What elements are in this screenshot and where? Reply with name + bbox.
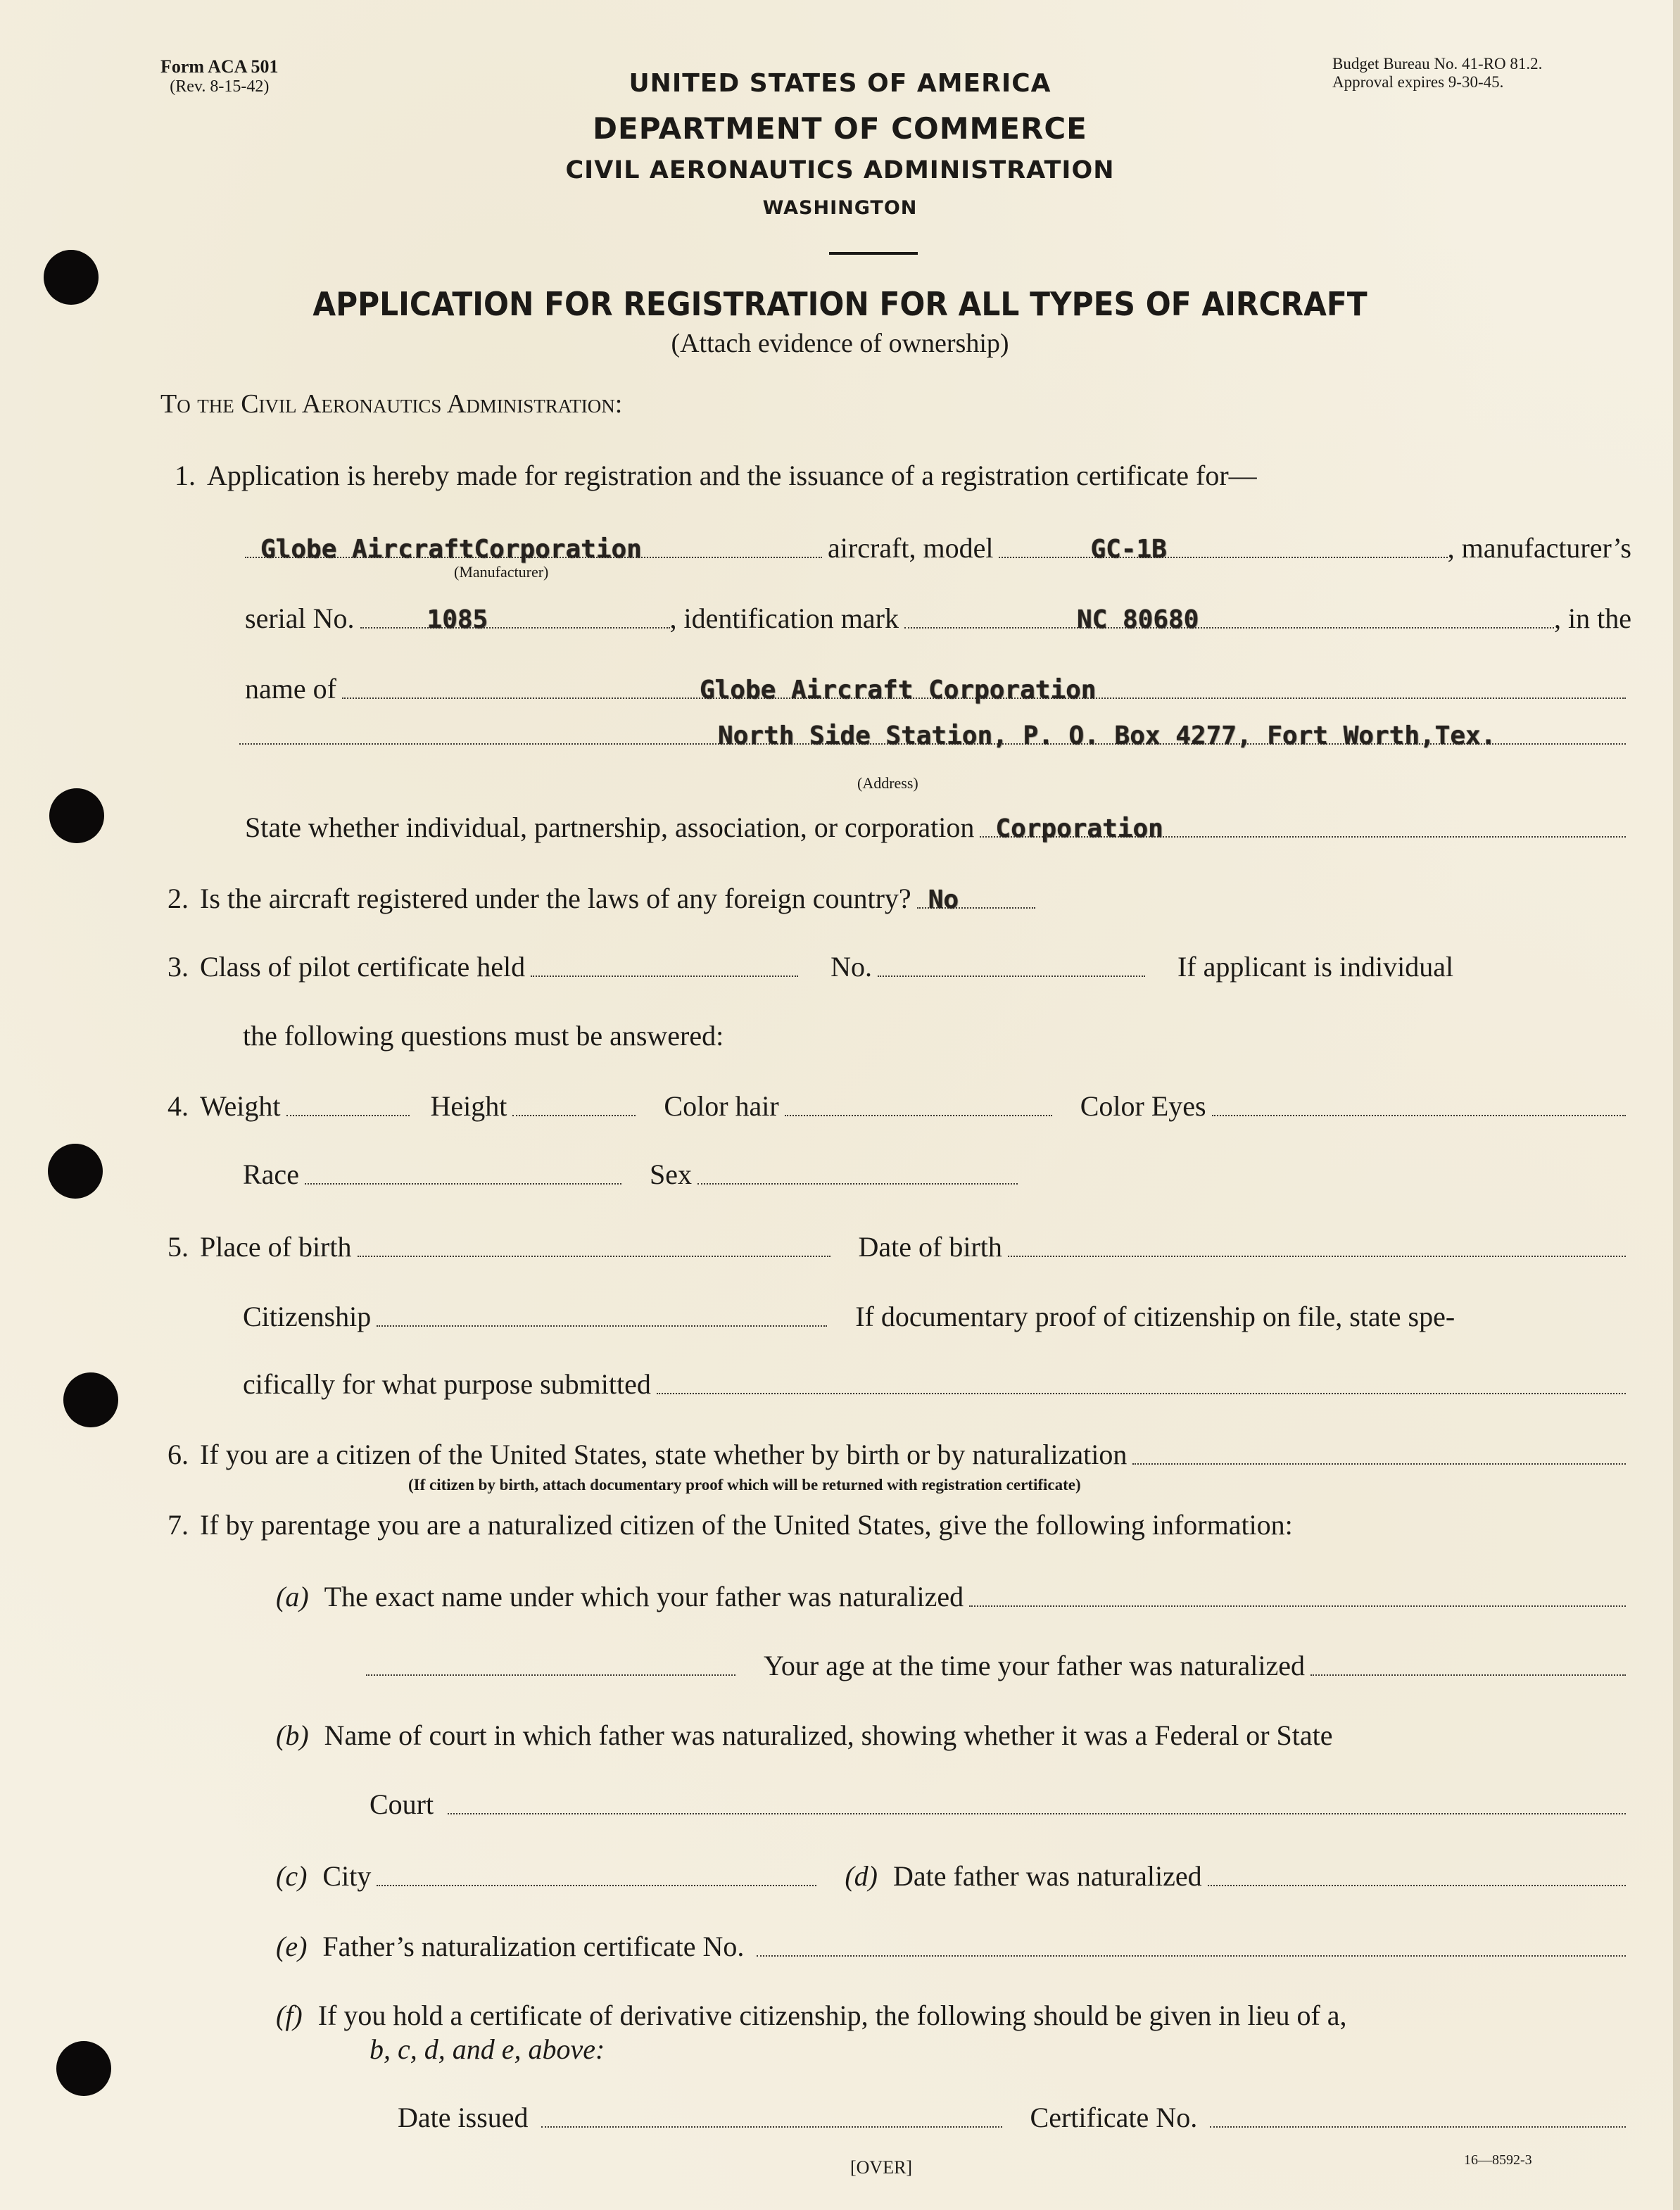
agency-line-2: DEPARTMENT OF COMMERCE xyxy=(593,111,1087,146)
owner-name-field[interactable] xyxy=(342,676,1626,705)
model-value: GC-1B xyxy=(1090,535,1167,564)
owner-address-field[interactable] xyxy=(239,721,1626,750)
citizenship-label: Citizenship xyxy=(243,1301,372,1332)
q4-row xyxy=(168,1090,1631,1123)
ident-mark-value: NC 80680 xyxy=(1076,605,1199,634)
agency-line-1: UNITED STATES OF AMERICA xyxy=(629,69,1051,98)
q7b-letter: (b) xyxy=(276,1719,309,1751)
q6-row xyxy=(168,1438,1631,1472)
q5-row2 xyxy=(243,1300,1631,1334)
father-name-field[interactable] xyxy=(969,1605,1626,1607)
father-cert-no-label: Father’s naturalization certificate No. xyxy=(322,1931,745,1962)
q7f-row3 xyxy=(398,2101,1631,2135)
q7f-row xyxy=(276,1999,1347,2033)
court-field[interactable] xyxy=(448,1812,1626,1814)
court-label: Court xyxy=(370,1788,434,1820)
q7f-row2 xyxy=(370,2033,605,2066)
city-label: City xyxy=(322,1860,372,1892)
q2-text: Is the aircraft registered under the laws of any foreign country? xyxy=(200,883,911,914)
cert-no-field[interactable] xyxy=(1210,2126,1626,2128)
model-field[interactable] xyxy=(999,535,1447,564)
form-revision: (Rev. 8-15-42) xyxy=(170,77,270,96)
serial-field[interactable] xyxy=(360,605,670,634)
q7a-row2 xyxy=(366,1649,1631,1683)
weight-label: Weight xyxy=(200,1090,281,1122)
q7f-label: If you hold a certificate of derivative citizenship, the following should be given in lieu of a, xyxy=(317,2000,1347,2031)
birth-place-label: Place of birth xyxy=(200,1231,352,1263)
budget-bureau-number: Budget Bureau No. 41-RO 81.2. xyxy=(1332,55,1543,72)
citizenship-field[interactable] xyxy=(377,1325,827,1327)
q5-number: 5. xyxy=(168,1231,189,1263)
sex-label: Sex xyxy=(649,1158,692,1190)
city-field[interactable] xyxy=(377,1884,816,1886)
name-of-label: name of xyxy=(245,673,336,705)
q6-number: 6. xyxy=(168,1439,189,1470)
father-cert-no-field[interactable] xyxy=(757,1955,1626,1957)
q1-row-address xyxy=(239,721,1631,752)
purpose-label: cifically for what purpose submitted xyxy=(243,1368,651,1400)
punch-hole-4 xyxy=(63,1372,118,1427)
q7b-label: Name of court in which father was naturalized, showing whether it was a Federal or State xyxy=(324,1719,1333,1751)
q7f-letter: (f) xyxy=(276,2000,303,2031)
q7a-row xyxy=(276,1580,1631,1614)
page-title: APPLICATION FOR REGISTRATION FOR ALL TYPES OF AIRCRAFT xyxy=(312,285,1368,323)
q7b-row2 xyxy=(370,1788,1631,1821)
q7-text: If by parentage you are a naturalized citizen of the United States, give the following information: xyxy=(200,1509,1293,1541)
serial-label: serial No. xyxy=(245,602,355,634)
sex-field[interactable] xyxy=(697,1182,1018,1185)
owner-address-value: North Side Station, P. O. Box 4277, Fort Worth,Tex. xyxy=(718,721,1496,750)
manufacturer-field[interactable] xyxy=(245,535,822,564)
age-at-naturalization-label: Your age at the time your father was naturalized xyxy=(764,1650,1306,1681)
naturalization-date-field[interactable] xyxy=(1208,1884,1626,1886)
hair-color-label: Color hair xyxy=(664,1090,779,1122)
q7e-letter: (e) xyxy=(276,1931,308,1962)
father-name-field-continued[interactable] xyxy=(366,1674,735,1676)
header-rule xyxy=(829,252,918,255)
punch-hole-5 xyxy=(56,2041,111,2096)
q7c-letter: (c) xyxy=(276,1860,308,1892)
punch-hole-3 xyxy=(48,1144,103,1199)
entity-type-field[interactable] xyxy=(980,814,1626,843)
proof-label: If documentary proof of citizenship on file, state spe- xyxy=(855,1301,1455,1332)
pilot-cert-no-label: No. xyxy=(830,951,872,983)
q7f-label-continued: b, c, d, and e, above: xyxy=(370,2033,605,2065)
ident-mark-label: , identification mark xyxy=(669,602,899,634)
q1-text: Application is hereby made for registration and the issuance of a registration certificate for— xyxy=(207,460,1257,491)
weight-field[interactable] xyxy=(286,1114,410,1116)
q7-number: 7. xyxy=(168,1509,189,1541)
q1-row-name xyxy=(245,672,1631,706)
print-code: 16—8592-3 xyxy=(1464,2152,1532,2168)
approval-expires: Approval expires 9-30-45. xyxy=(1332,73,1504,91)
q2-number: 2. xyxy=(168,883,189,914)
q1-row-serial xyxy=(245,602,1631,636)
q7a-letter: (a) xyxy=(276,1581,309,1612)
punch-hole-2 xyxy=(49,788,104,843)
following-questions-label: the following questions must be answered: xyxy=(243,1020,724,1052)
race-field[interactable] xyxy=(305,1182,621,1185)
pilot-class-label: Class of pilot certificate held xyxy=(200,951,526,983)
aircraft-model-label: aircraft, model xyxy=(828,532,994,564)
birth-place-field[interactable] xyxy=(358,1255,830,1257)
foreign-registration-value: No xyxy=(928,885,959,914)
race-label: Race xyxy=(243,1158,299,1190)
eye-color-label: Color Eyes xyxy=(1080,1090,1206,1122)
citizenship-basis-field[interactable] xyxy=(1132,1463,1626,1465)
age-at-naturalization-field[interactable] xyxy=(1310,1674,1626,1676)
hair-color-field[interactable] xyxy=(785,1114,1052,1116)
ident-mark-field[interactable] xyxy=(904,605,1554,634)
manufacturer-caption: (Manufacturer) xyxy=(454,563,549,581)
purpose-field[interactable] xyxy=(657,1392,1626,1394)
serial-value: 1085 xyxy=(427,605,488,634)
q7e-row xyxy=(276,1930,1631,1964)
q3-number: 3. xyxy=(168,951,189,983)
in-the-label: , in the xyxy=(1554,602,1631,634)
q2-row xyxy=(168,882,1237,916)
entity-type-value: Corporation xyxy=(995,814,1163,843)
q7a-label: The exact name under which your father was naturalized xyxy=(324,1581,964,1612)
q1-row-entity-type xyxy=(245,811,1631,845)
q5-row xyxy=(168,1230,1631,1264)
q1-intro xyxy=(175,459,1257,493)
pilot-cert-no-field[interactable] xyxy=(878,975,1145,977)
q5-row3 xyxy=(243,1368,1631,1401)
date-issued-label: Date issued xyxy=(398,2102,529,2133)
manufacturers-label: , manufacturer’s xyxy=(1447,532,1631,564)
birth-date-field[interactable] xyxy=(1008,1255,1626,1257)
form-number: Form ACA 501 xyxy=(160,56,279,77)
q3-row xyxy=(168,950,1631,984)
eye-color-field[interactable] xyxy=(1212,1114,1626,1116)
owner-name-value: Globe Aircraft Corporation xyxy=(699,676,1097,705)
naturalization-date-label: Date father was naturalized xyxy=(892,1860,1202,1892)
q6-note: (If citizen by birth, attach documentary proof which will be returned with registration certificate) xyxy=(408,1476,1081,1494)
height-field[interactable] xyxy=(512,1114,636,1116)
q7cd-row xyxy=(276,1859,1631,1893)
salutation: To the Civil Aeronautics Administration: xyxy=(160,389,623,419)
page-subtitle: (Attach evidence of ownership) xyxy=(671,329,1009,358)
height-label: Height xyxy=(430,1090,507,1122)
address-caption: (Address) xyxy=(857,774,918,792)
q4-number: 4. xyxy=(168,1090,189,1122)
pilot-class-field[interactable] xyxy=(531,975,798,977)
cert-no-label: Certificate No. xyxy=(1030,2102,1198,2133)
q7d-letter: (d) xyxy=(845,1860,878,1892)
date-issued-field[interactable] xyxy=(541,2126,1002,2128)
agency-line-3: CIVIL AERONAUTICS ADMINISTRATION xyxy=(565,156,1115,184)
over-indicator: [OVER] xyxy=(850,2157,913,2178)
q4-row2 xyxy=(243,1158,1023,1192)
foreign-registration-field[interactable] xyxy=(917,885,1035,914)
manufacturer-value: Globe AircraftCorporation xyxy=(260,535,642,564)
q1-row-manufacturer xyxy=(245,531,1631,565)
birth-date-label: Date of birth xyxy=(858,1231,1002,1263)
q7-intro xyxy=(168,1508,1293,1542)
if-individual-label: If applicant is individual xyxy=(1177,951,1454,983)
q7b-row xyxy=(276,1719,1631,1753)
entity-type-label: State whether individual, partnership, association, or corporation xyxy=(245,812,975,843)
agency-line-4: WASHINGTON xyxy=(762,197,918,219)
q1-number: 1. xyxy=(175,460,196,491)
q6-text: If you are a citizen of the United States, state whether by birth or by naturalization xyxy=(200,1439,1128,1470)
q3-following xyxy=(243,1019,724,1053)
